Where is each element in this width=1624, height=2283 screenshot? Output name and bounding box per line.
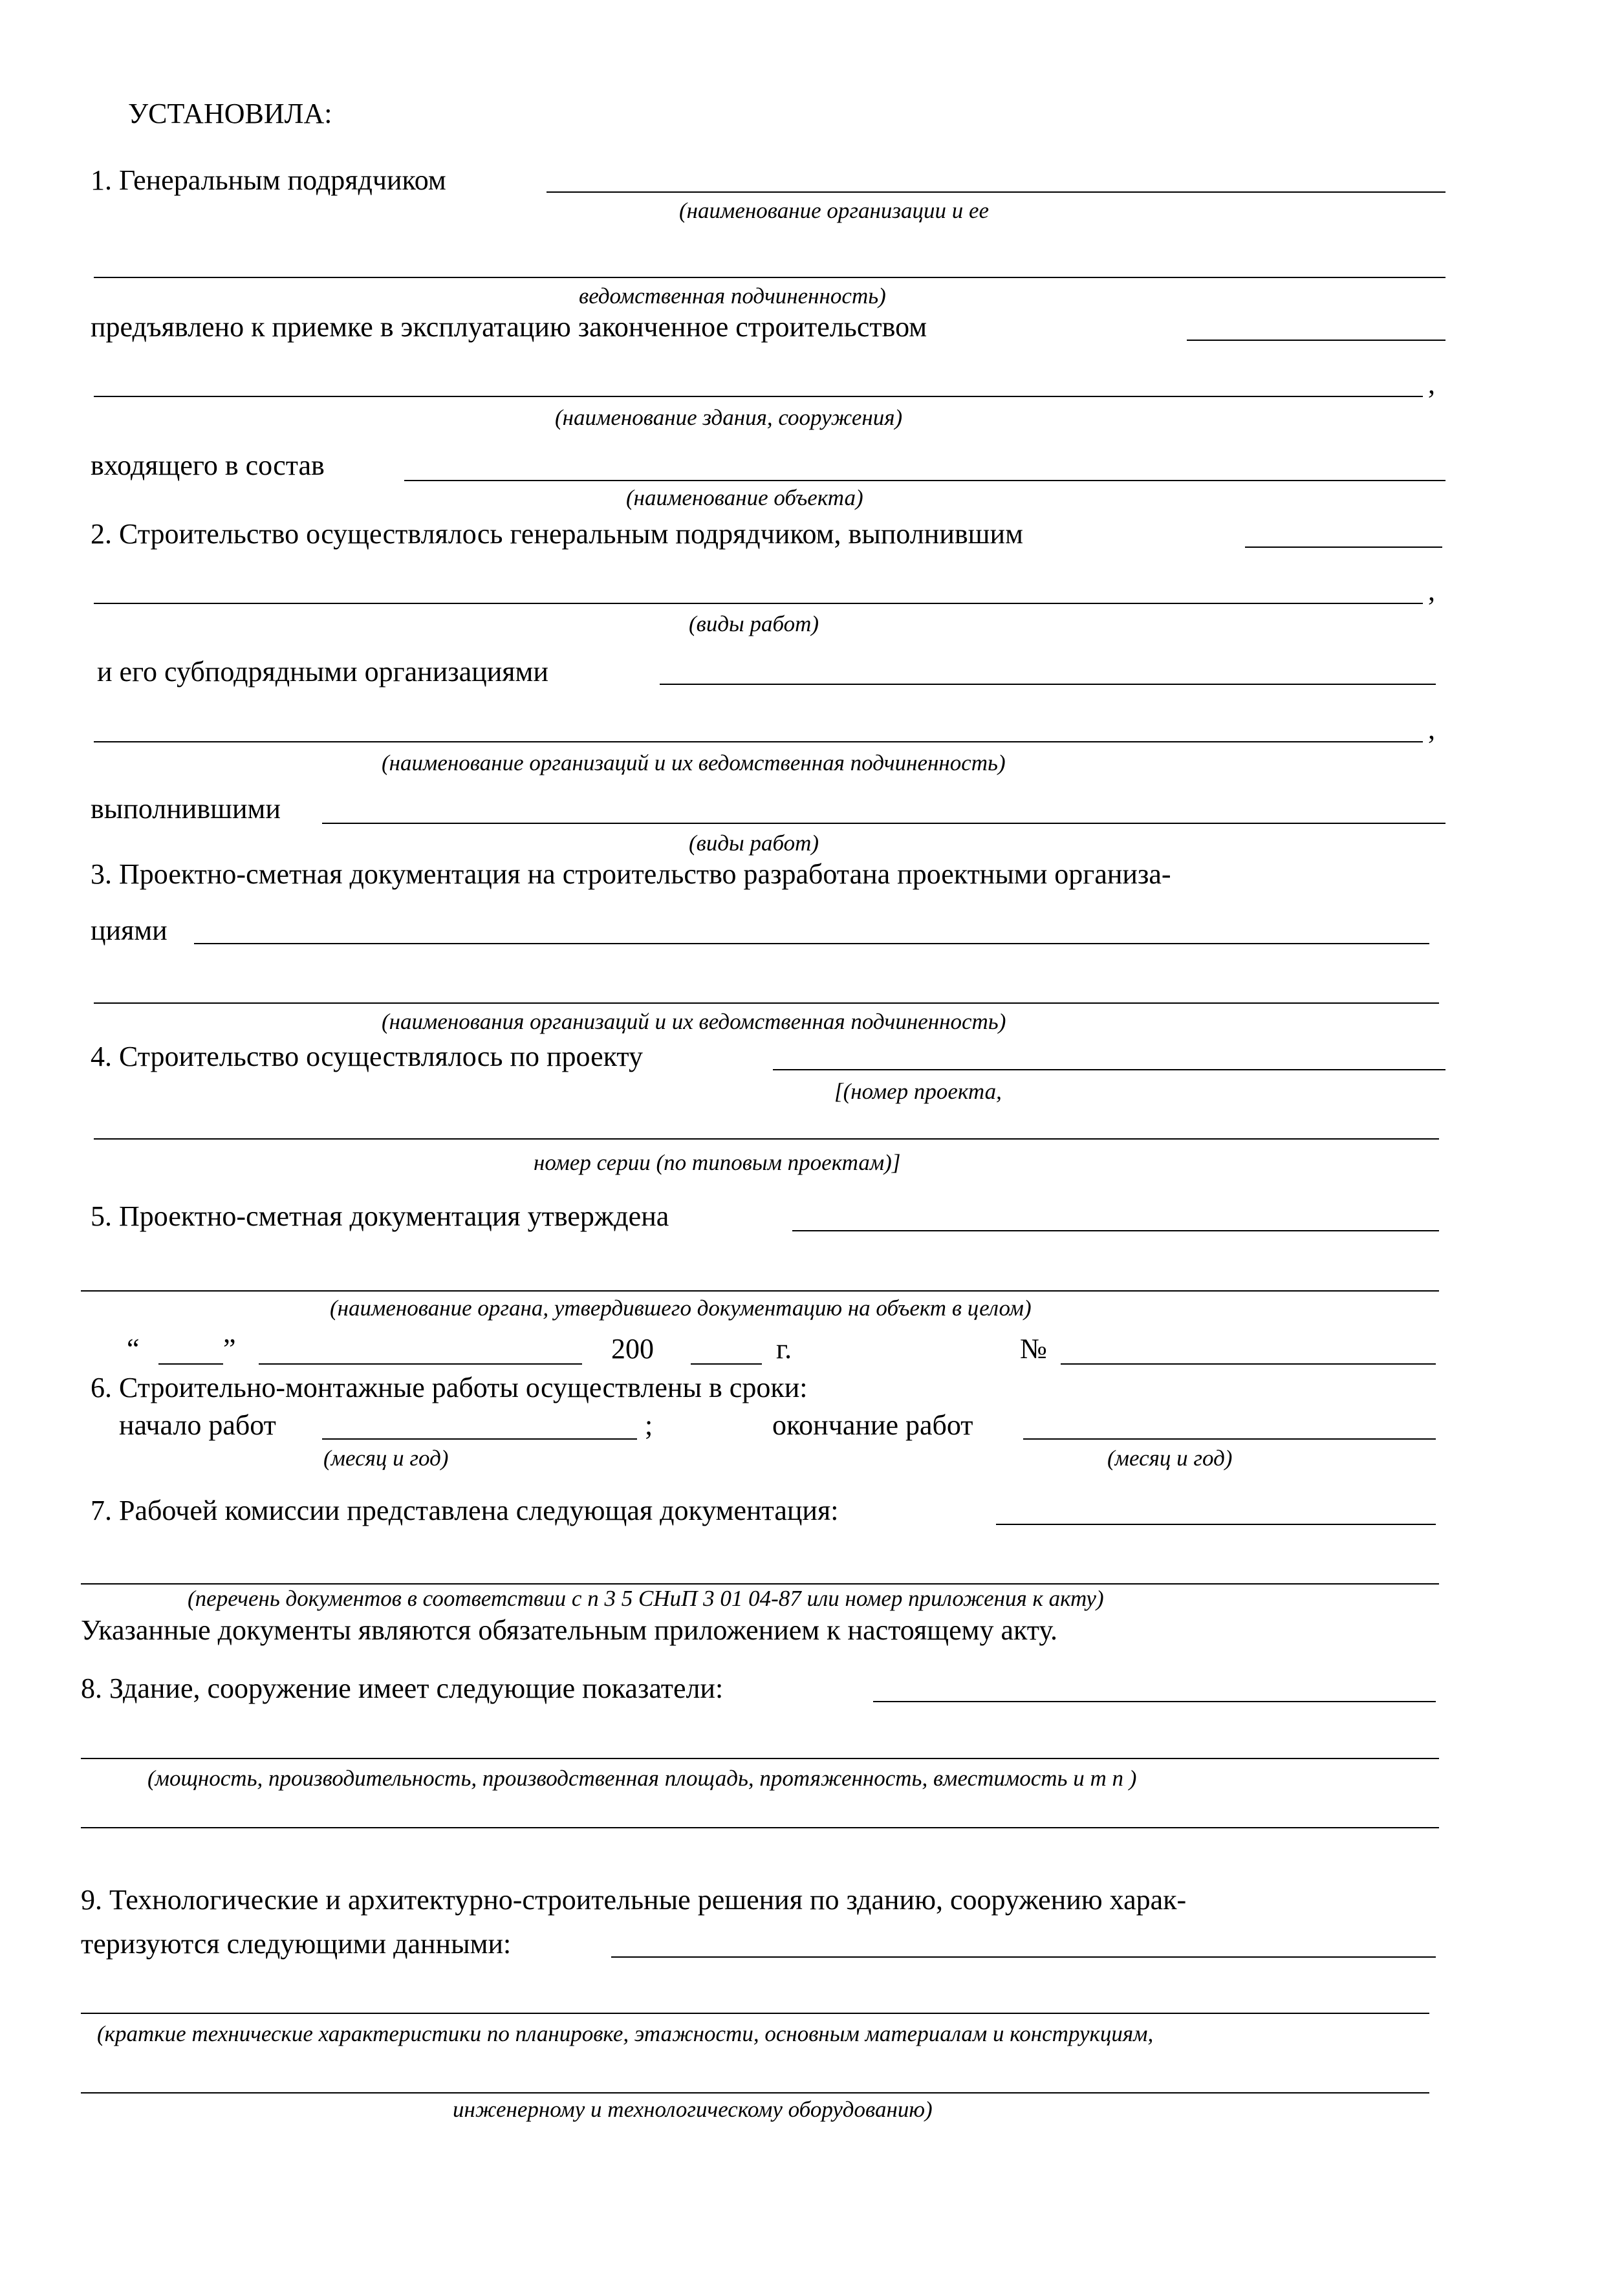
s9-caption-1: (краткие технические характеристики по планировке, этажности, основным материалам и конструкциям, (97, 2021, 1154, 2046)
s2-caption-works: (виды работ) (689, 611, 819, 636)
s3-field-orgs[interactable] (194, 943, 1429, 944)
s7-field-docs[interactable] (996, 1524, 1436, 1525)
s6-label: 6. Строительно-монтажные работы осуществлены в сроки: (91, 1372, 808, 1403)
s9-field-data[interactable] (611, 1956, 1436, 1958)
s1-part-of: входящего в состав (91, 449, 325, 481)
s2-field-works-2[interactable] (94, 603, 1423, 604)
s5-caption: (наименование органа, утвердившего документацию на объект в целом) (330, 1295, 1032, 1321)
s1-comma: , (1428, 368, 1435, 400)
s5-year-prefix: 200 (611, 1333, 654, 1365)
s1-caption-subordination: ведомственная подчиненность) (579, 283, 886, 308)
s2-comma-2: , (1428, 713, 1435, 745)
s2-label: 2. Строительство осуществлялось генеральным подрядчиком, выполнившим (91, 518, 1023, 550)
s2-field-works[interactable] (1245, 546, 1442, 548)
s5-field-year[interactable] (691, 1363, 762, 1365)
s1-caption-org: (наименование организации и ее (679, 198, 990, 223)
s1-field-org[interactable] (547, 191, 1445, 193)
s7-field-docs-2[interactable] (81, 1583, 1439, 1585)
s7-caption: (перечень документов в соответствии с п 3 5 СНиП 3 01 04-87 или номер приложения к акту) (188, 1586, 1104, 1611)
s1-presented-text: предъявлено к приемке в эксплуатацию законченное строительством (91, 311, 927, 343)
s9-line2: теризуются следующими данными: (81, 1928, 512, 1960)
s3-caption: (наименования организаций и их ведомственная подчиненность) (382, 1009, 1006, 1034)
s6-field-end[interactable] (1023, 1438, 1436, 1440)
s8-label: 8. Здание, сооружение имеет следующие показатели: (81, 1672, 724, 1704)
s3-line1: 3. Проектно-сметная документация на строительство разработана проектными организа- (91, 858, 1171, 890)
s3-line2: циями (91, 914, 168, 946)
s1-field-object[interactable] (404, 480, 1445, 481)
s9-field-data-3[interactable] (81, 2092, 1429, 2094)
s5-field-authority[interactable] (792, 1230, 1439, 1231)
s5-number-sign: № (1020, 1333, 1047, 1365)
s2-caption-orgs: (наименование организаций и их ведомственная подчиненность) (382, 750, 1006, 775)
s5-label: 5. Проектно-сметная документация утверждена (91, 1200, 669, 1232)
s6-start-label: начало работ (119, 1409, 276, 1441)
s9-field-data-2[interactable] (81, 2013, 1429, 2014)
s2-field-subs[interactable] (660, 684, 1436, 685)
s7-label: 7. Рабочей комиссии представлена следующая документация: (91, 1495, 839, 1526)
s1-field-building-2[interactable] (94, 396, 1423, 397)
s5-field-number[interactable] (1061, 1363, 1436, 1365)
s5-date-open-quote: “ (127, 1333, 140, 1365)
s8-field-indicators[interactable] (873, 1701, 1436, 1702)
s1-label: 1. Генеральным подрядчиком (91, 164, 446, 196)
s1-caption-building: (наименование здания, сооружения) (555, 405, 903, 430)
s6-field-start[interactable] (322, 1438, 637, 1440)
s2-comma-1: , (1428, 575, 1435, 607)
s6-caption-end: (месяц и год) (1107, 1445, 1233, 1471)
s1-field-building[interactable] (1187, 340, 1445, 341)
s4-label: 4. Строительство осуществлялось по проекту (91, 1041, 644, 1072)
s9-caption-2: инженерному и технологическому оборудованию) (453, 2097, 933, 2122)
s5-year-suffix: г. (776, 1333, 792, 1365)
s2-field-subs-2[interactable] (94, 741, 1423, 742)
s5-field-month[interactable] (259, 1363, 582, 1365)
s6-end-label: окончание работ (772, 1409, 973, 1441)
s5-field-day[interactable] (158, 1363, 223, 1365)
s2-performed: выполнившими (91, 793, 281, 825)
s5-date-close-quote: ” (223, 1333, 236, 1365)
s8-field-indicators-2[interactable] (81, 1758, 1439, 1759)
s4-field-series[interactable] (94, 1138, 1439, 1140)
s2-subcontractors: и его субподрядными организациями (97, 656, 548, 687)
s1-caption-object: (наименование объекта) (626, 485, 863, 510)
s2-field-performed[interactable] (322, 823, 1445, 824)
s7-note: Указанные документы являются обязательным приложением к настоящему акту. (81, 1614, 1058, 1646)
s4-caption-number: [(номер проекта, (834, 1079, 1002, 1104)
s4-caption-series: номер серии (по типовым проектам)] (534, 1150, 901, 1175)
s3-field-orgs-2[interactable] (94, 1002, 1439, 1004)
s6-caption-start: (месяц и год) (323, 1445, 449, 1471)
s4-field-project[interactable] (773, 1069, 1445, 1070)
s9-line1: 9. Технологические и архитектурно-строительные решения по зданию, сооружению харак- (81, 1884, 1187, 1916)
s8-field-indicators-3[interactable] (81, 1827, 1439, 1828)
heading: УСТАНОВИЛА: (128, 98, 332, 129)
s5-field-authority-2[interactable] (81, 1290, 1439, 1292)
s6-semicolon: ; (645, 1409, 653, 1441)
s8-caption: (мощность, производительность, производственная площадь, протяженность, вместимость и т п ) (147, 1766, 1137, 1791)
s1-field-org-2[interactable] (94, 277, 1445, 278)
s2-caption-works-2: (виды работ) (689, 830, 819, 856)
